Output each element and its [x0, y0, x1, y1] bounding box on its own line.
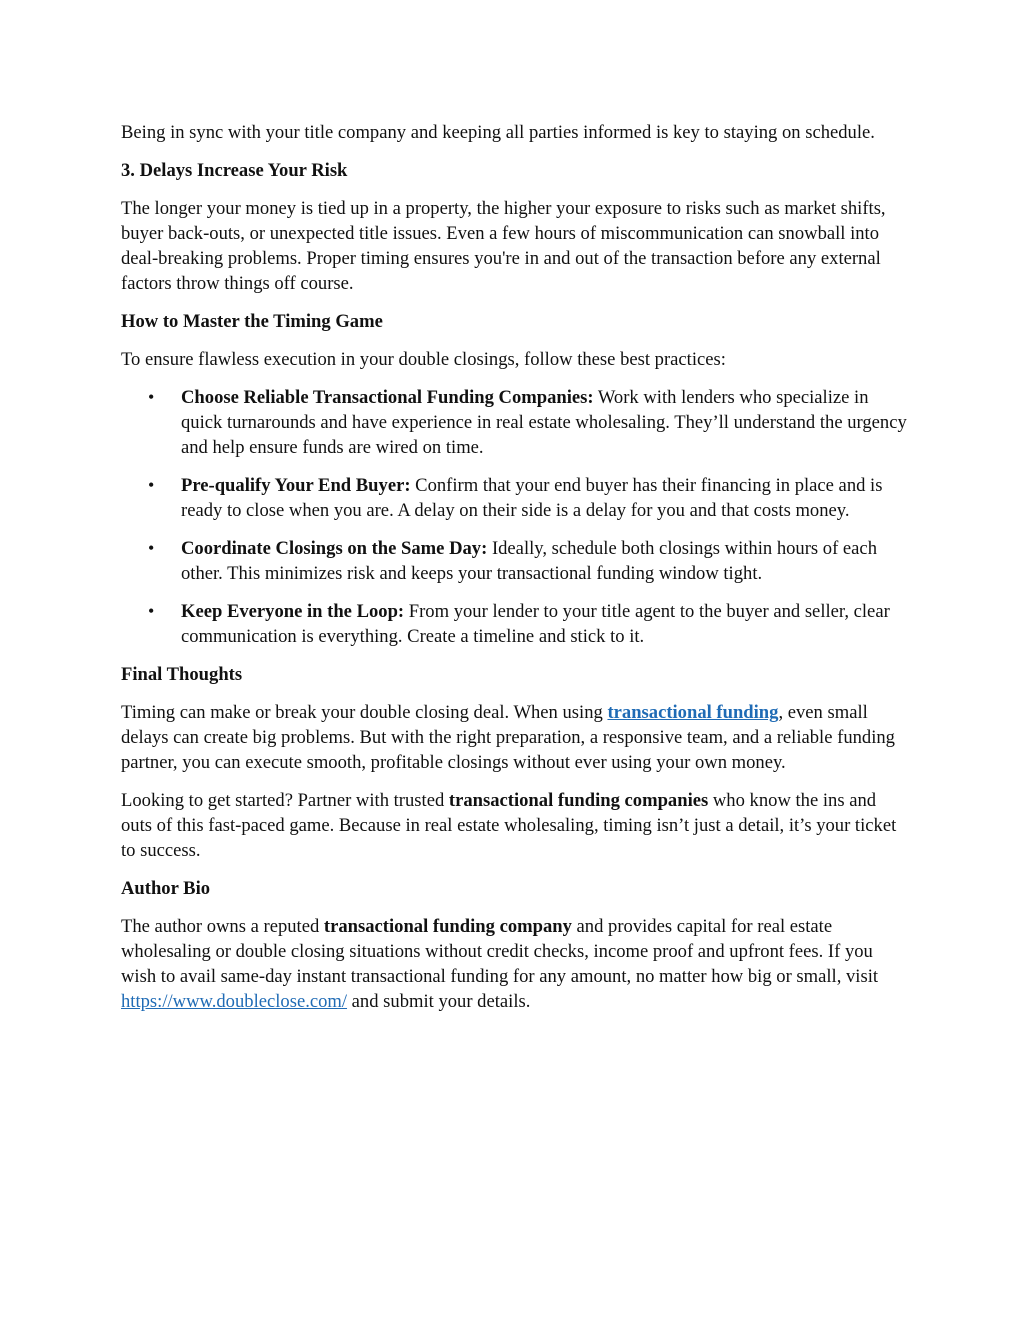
- delays-paragraph: The longer your money is tied up in a property, the higher your exposure to risks such as market shifts, buyer back-outs, or unexpected title issues. Even a few hours of miscommunication can snowball into deal-breaking problems. Proper timing ensures you're in and out of the transaction before any external factors throw things off course.: [121, 198, 886, 294]
- doubleclose-website-link[interactable]: https://www.doubleclose.com/: [121, 991, 348, 1012]
- bullet-icon: •: [148, 601, 155, 621]
- section-heading-final-thoughts: Final Thoughts: [121, 664, 243, 685]
- list-item-term: Coordinate Closings on the Same Day:: [181, 538, 488, 559]
- list-item: [121, 599, 911, 649]
- final-p1-text-after: , even small delays can create big problems. But with the right preparation, a responsive team, and a reliable funding partner, you can execute smooth, profitable closings without ever using your own money.: [121, 702, 895, 773]
- section-heading-author-bio: Author Bio: [121, 878, 211, 899]
- final-p1-text-before: Timing can make or break your double closing deal. When using: [121, 702, 608, 723]
- list-item-term: Choose Reliable Transactional Funding Companies:: [181, 387, 594, 408]
- author-bold-term: transactional funding company: [323, 916, 572, 937]
- intro-paragraph: Being in sync with your title company and keeping all parties informed is key to staying on schedule.: [121, 122, 875, 143]
- best-practices-list: [121, 385, 911, 649]
- master-intro-paragraph: To ensure flawless execution in your double closings, follow these best practices:: [121, 349, 726, 370]
- document-page: [121, 120, 911, 1027]
- list-item-text: From your lender to your title agent to the buyer and seller, clear communication is everything. Create a timeline and stick to it.: [181, 601, 890, 647]
- list-item: [121, 385, 911, 460]
- transactional-funding-link[interactable]: transactional funding: [607, 702, 779, 723]
- section-heading-master-timing: How to Master the Timing Game: [121, 311, 383, 332]
- final-p2-text-after: who know the ins and outs of this fast-paced game. Because in real estate wholesaling, timing isn’t just a detail, it’s your ticket to success.: [121, 790, 897, 861]
- list-item-term: Pre-qualify Your End Buyer:: [181, 475, 411, 496]
- list-item-text: Confirm that your end buyer has their financing in place and is ready to close when you are. A delay on their side is a delay for you and that costs money.: [181, 475, 883, 521]
- list-item: [121, 536, 911, 586]
- bullet-icon: •: [148, 475, 155, 495]
- final-paragraph-2: [121, 788, 911, 863]
- list-item-text: Work with lenders who specialize in quick turnarounds and have experience in real estate wholesaling. They’ll understand the urgency and help ensure funds are wired on time.: [181, 387, 907, 458]
- author-text-after: and submit your details.: [347, 991, 531, 1012]
- final-p2-text-before: Looking to get started? Partner with trusted: [121, 790, 449, 811]
- author-text-before: The author owns a reputed: [121, 916, 324, 937]
- bullet-icon: •: [148, 538, 155, 558]
- list-item-text: Ideally, schedule both closings within hours of each other. This minimizes risk and keeps your transactional funding window tight.: [181, 538, 877, 584]
- author-text-middle: and provides capital for real estate wholesaling or double closing situations without credit checks, income proof and upfront fees. If you wish to avail same-day instant transactional funding for any amount, no matter how big or small, visit: [121, 916, 879, 987]
- final-paragraph-1: [121, 700, 911, 775]
- list-item: [121, 473, 911, 523]
- bullet-icon: •: [148, 387, 155, 407]
- list-item-term: Keep Everyone in the Loop:: [181, 601, 405, 622]
- final-p2-bold-term: transactional funding companies: [448, 790, 709, 811]
- section-heading-delays: 3. Delays Increase Your Risk: [121, 160, 348, 181]
- author-paragraph: [121, 914, 911, 1014]
